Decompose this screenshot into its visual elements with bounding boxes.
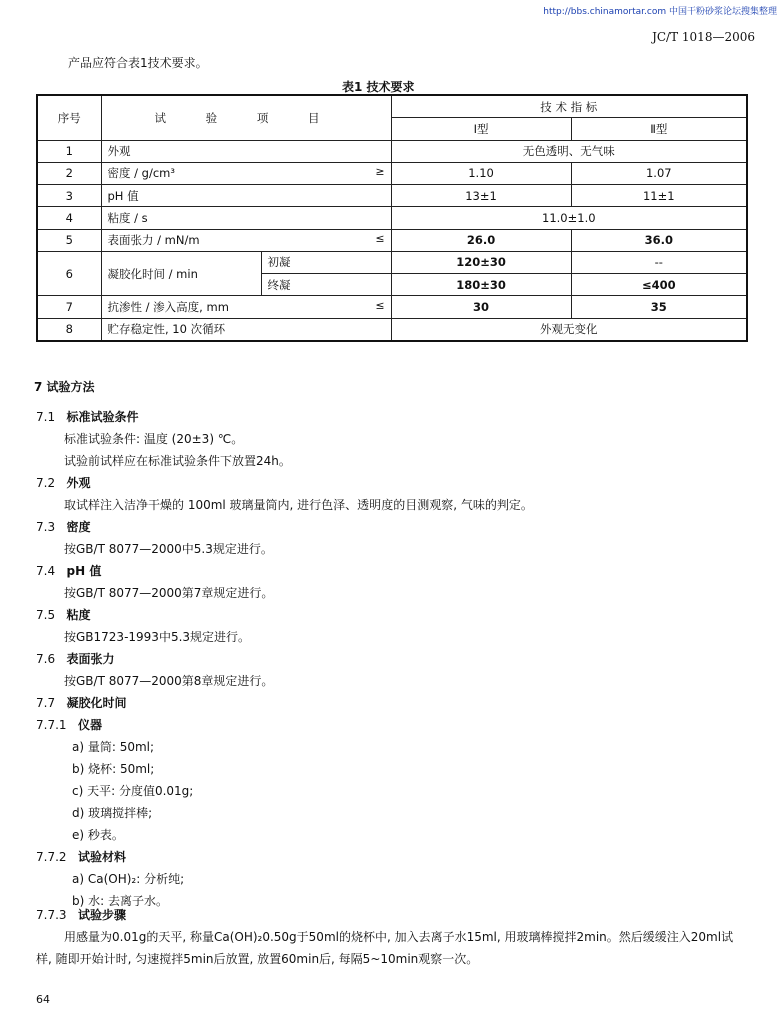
- header-type1: Ⅰ型: [391, 118, 571, 140]
- row-no: 7: [37, 296, 101, 318]
- list-item: e) 秒表。: [72, 828, 124, 842]
- section-7-6-heading: [36, 650, 115, 667]
- row-item: [101, 296, 391, 318]
- section-number: 7.2: [36, 476, 56, 490]
- row-value: 外观无变化: [391, 318, 747, 341]
- row-no: 3: [37, 185, 101, 207]
- source-url[interactable]: http://bbs.chinamortar.com 中国干粉砂浆论坛搜集整理: [543, 7, 777, 17]
- comparator: ≤: [375, 232, 385, 246]
- section-number: 7.1: [36, 410, 56, 424]
- section-title: 试验材料: [78, 850, 127, 864]
- section-title: 粘度: [66, 608, 91, 622]
- section-title: 凝胶化时间: [66, 696, 127, 710]
- row-no: 4: [37, 207, 101, 229]
- technical-requirements-table: [36, 94, 748, 342]
- row-value-type2: 1.07: [571, 162, 747, 184]
- section-7-7-2-heading: [36, 848, 126, 865]
- row-value-type2: ≤400: [571, 274, 747, 296]
- comparator: ≥: [375, 165, 385, 179]
- page-number: 64: [36, 993, 50, 1006]
- section-title: 外观: [66, 476, 91, 490]
- section-number: 7.5: [36, 608, 56, 622]
- body-line: 试验前试样应在标准试验条件下放置24h。: [64, 454, 291, 468]
- section-7-7-3-title-line: [36, 906, 126, 923]
- list-item: b) 水: 去离子水。: [72, 894, 168, 908]
- body-line: 按GB/T 8077—2000第8章规定进行。: [64, 674, 274, 688]
- row-subitem: 终凝: [261, 274, 391, 296]
- section-number: 7.6: [36, 652, 56, 666]
- row-value-type2: 36.0: [571, 229, 747, 251]
- header-type2: Ⅱ型: [571, 118, 747, 140]
- row-item: pH 值: [101, 185, 391, 207]
- header-spec: 技 术 指 标: [391, 95, 747, 118]
- row-no: 6: [37, 251, 101, 296]
- row-value-type1: 26.0: [391, 229, 571, 251]
- row-item: 外观: [101, 140, 391, 162]
- list-item: a) Ca(OH)₂: 分析纯;: [72, 872, 185, 886]
- table-caption: 表1 技术要求: [342, 80, 415, 94]
- row-no: 1: [37, 140, 101, 162]
- section-title: 标准试验条件: [66, 410, 139, 424]
- section-7-5-heading: [36, 606, 91, 623]
- table-row: [37, 207, 747, 229]
- body-line: 标准试验条件: 温度 (20±3) ℃。: [64, 432, 244, 446]
- standard-number: JC/T 1018—2006: [652, 30, 755, 44]
- row-no: 8: [37, 318, 101, 341]
- table-row: [37, 140, 747, 162]
- section-7-7-heading: [36, 694, 127, 711]
- section-7-3-heading: [36, 518, 91, 535]
- row-item-text: 表面张力 / mN/m: [107, 233, 200, 248]
- header-item-text: 试 验 项 目: [154, 110, 338, 125]
- section-title: 试验步骤: [78, 908, 127, 922]
- section-number: 7.7.2: [36, 850, 67, 864]
- row-no: 5: [37, 229, 101, 251]
- body-line: 取试样注入洁净干燥的 100ml 玻璃量筒内, 进行色泽、透明度的目测观察, 气味的判定。: [64, 498, 533, 512]
- list-item: b) 烧杯: 50ml;: [72, 762, 155, 776]
- body-line: 按GB/T 8077—2000中5.3规定进行。: [64, 542, 273, 556]
- row-value-type1: 1.10: [391, 162, 571, 184]
- section-number: 7.7: [36, 696, 56, 710]
- table-row: [37, 318, 747, 341]
- row-value-type2: 35: [571, 296, 747, 318]
- section-number: 7.3: [36, 520, 56, 534]
- row-item-text: 密度 / g/cm³: [107, 166, 175, 181]
- section-number: 7.4: [36, 564, 56, 578]
- section-title: 仪器: [78, 718, 103, 732]
- row-value-type1: 180±30: [391, 274, 571, 296]
- table-row: [37, 185, 747, 207]
- row-value-type1: 120±30: [391, 251, 571, 273]
- row-item: 贮存稳定性, 10 次循环: [101, 318, 391, 341]
- body-line: 按GB/T 8077—2000第7章规定进行。: [64, 586, 274, 600]
- table-row: [37, 251, 747, 273]
- row-value-type1: 13±1: [391, 185, 571, 207]
- comparator: ≤: [375, 298, 385, 312]
- row-value-type2: --: [571, 251, 747, 273]
- row-item: 凝胶化时间 / min: [101, 251, 261, 296]
- section-7-1-heading: [36, 408, 139, 425]
- test-procedure-paragraph: 用感量为0.01g的天平, 称量Ca(OH)₂0.50g于50ml的烧杯中, 加入去离子水15ml, 用玻璃棒搅拌2min。然后缓缓注入20ml试样, 随即开始计时, 匀速搅拌5min后放置, 放置60min后, 每隔5~10min观察一次。: [36, 930, 734, 966]
- intro-text: 产品应符合表1技术要求。: [68, 56, 208, 70]
- table-row: [37, 229, 747, 251]
- header-item: [101, 95, 391, 140]
- row-item: 粘度 / s: [101, 207, 391, 229]
- row-item: [101, 162, 391, 184]
- table-row: [37, 296, 747, 318]
- section-7-2-heading: [36, 474, 91, 491]
- row-value: 无色透明、无气味: [391, 140, 747, 162]
- row-item: [101, 229, 391, 251]
- row-no: 2: [37, 162, 101, 184]
- row-value-type1: 30: [391, 296, 571, 318]
- section-7-7-1-heading: [36, 716, 102, 733]
- list-item: d) 玻璃搅拌棒;: [72, 806, 153, 820]
- row-value: 11.0±1.0: [391, 207, 747, 229]
- section-7-4-heading: [36, 562, 101, 579]
- row-item-text: 抗渗性 / 渗入高度, mm: [107, 299, 229, 314]
- row-value-type2: 11±1: [571, 185, 747, 207]
- section-number: 7.7.3: [36, 908, 67, 922]
- section-title: 表面张力: [66, 652, 115, 666]
- body-line: 按GB1723-1993中5.3规定进行。: [64, 630, 251, 644]
- section-title: pH 值: [66, 564, 102, 578]
- section-number: 7.7.1: [36, 718, 67, 732]
- list-item: c) 天平: 分度值0.01g;: [72, 784, 194, 798]
- row-subitem: 初凝: [261, 251, 391, 273]
- list-item: a) 量筒: 50ml;: [72, 740, 155, 754]
- section-title: 密度: [66, 520, 91, 534]
- section-7-heading: 7 试验方法: [34, 380, 95, 394]
- table-row: [37, 162, 747, 184]
- header-no: 序号: [37, 95, 101, 140]
